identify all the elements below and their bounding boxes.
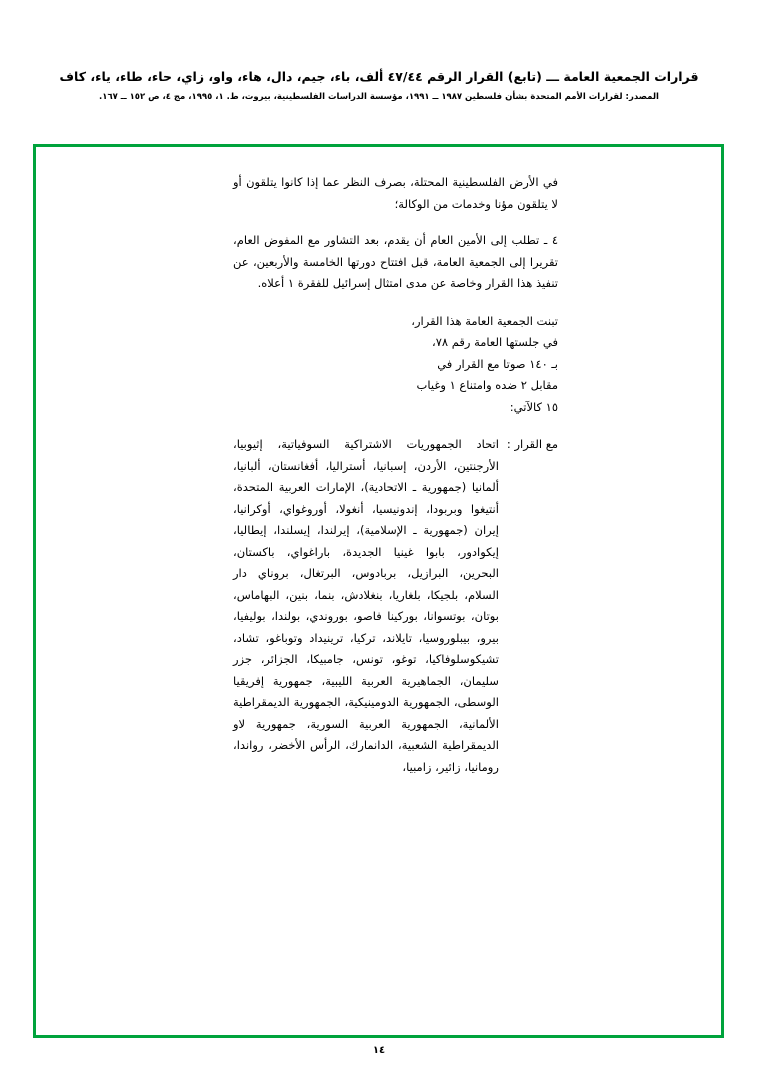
paragraph-continuation: في الأرض الفلسطينية المحتلة، بصرف النظر عما إذا كانوا يتلقون أو لا يتلقون مؤنا وخدمات من الوكالة؛ — [233, 175, 558, 211]
vote-tally — [233, 311, 558, 419]
tally-line: ١٥ كالآتي: — [509, 399, 558, 414]
vote-in-favour-block — [233, 434, 558, 778]
tally-line: مقابل ٢ ضده وامتناع ١ وغياب — [416, 378, 558, 392]
tally-line: تبنت الجمعية العامة هذا القرار، — [411, 313, 558, 328]
header-source: المصدر: لقرارات الأمم المتحدة بشأن فلسطين ١٩٨٧ ــ ١٩٩١، مؤسسة الدراسات الفلسطينية، بيروت، ط. ١، ١٩٩٥، مج ٤، ص ١٥٢ ــ ١٦٧. — [99, 91, 659, 102]
page-number: ١٤ — [372, 1045, 386, 1056]
document-body — [233, 172, 558, 778]
page-header — [0, 68, 758, 103]
header-title: قرارات الجمعية العامة ـــ (تابع) القرار الرقم ٤٧/٤٤ ألف، باء، جيم، دال، هاء، واو، زاي، حاء، طاء، ياء، كاف — [59, 69, 699, 84]
tally-line: في جلستها العامة رقم ٧٨، — [431, 335, 558, 349]
vote-in-favour-label: مع القرار : — [506, 437, 558, 451]
vote-in-favour-countries: اتحاد الجمهوريات الاشتراكية السوفياتية، إثيوبيا، الأرجنتين، الأردن، إسبانيا، أستراليا، أفغانستان، ألبانيا، ألمانيا (جمهورية ـ الاتحادية)، الإمارات العربية المتحدة، أنتيغوا وبربودا، إندونيسيا، أنغولا، أوروغواي، أوكرانيا، إيران (جمهورية ـ الإسلامية)، إيرلندا، إيسلندا، إيطاليا، إيكوادور، بابوا غينيا الجديدة، باراغواي، باكستان، البحرين، البرازيل، بربادوس، البرتغال، بروناي دار السلام، بلجيكا، بلغاريا، بنغلادش، بنما، بنين، البهاماس، بوتان، بوتسوانا، بوركينا فاصو، بوروندي، بولندا، بوليفيا، بيرو، بيبلوروسيا، تايلاند، تركيا، ترينيداد وتوباغو، تشاد، تشيكوسلوفاكيا، توغو، تونس، جامبيكا، الجزائر، جزر سليمان، الجماهيرية العربية الليبية، جمهورية إفريقيا الوسطى، الجمهورية الدومينيكية، الجمهورية الديمقراطية الألمانية، الجمهورية العربية السورية، جمهورية لاو الديمقراطية الشعبية، الدانمارك، الرأس الأخضر، رواندا، رومانيا، زائير، زامبيا، — [233, 437, 499, 774]
paragraph-clause-4: ٤ ـ تطلب إلى الأمين العام أن يقدم، بعد التشاور مع المفوض العام، تقريرا إلى الجمعية العامة، قبل افتتاح دورتها الخامسة والأربعين، عن تنفيذ هذا القرار وخاصة عن مدى امتثال إسرائيل للفقرة ١ أعلاه. — [233, 233, 558, 290]
tally-line: بـ ١٤٠ صوتا مع القرار في — [437, 356, 558, 371]
